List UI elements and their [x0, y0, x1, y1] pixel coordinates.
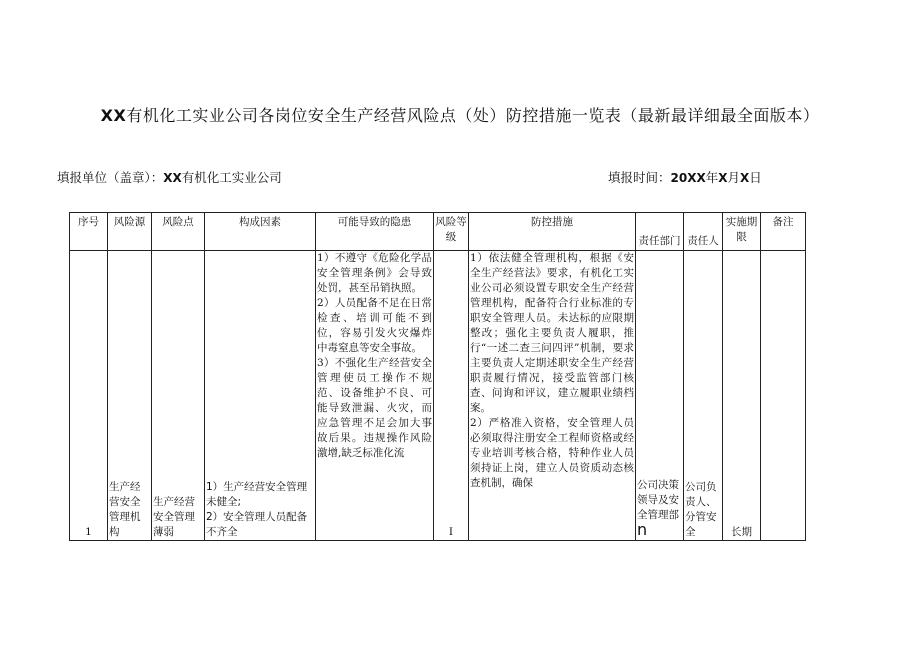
- table-row: [70, 251, 806, 541]
- fill-time: [608, 168, 762, 186]
- cell-risk-level: I: [434, 251, 469, 541]
- hazard-item: 1）不遵守《危险化学品安全管理条例》会导致处罚，甚至吊销执照。: [317, 252, 432, 294]
- header-risk-point: 风险点: [152, 213, 205, 251]
- title-prefix: XX: [100, 106, 127, 125]
- fill-time-day: X: [740, 171, 750, 185]
- fill-unit-label: 填报单位（盖章）：: [57, 170, 164, 185]
- header-risk-source: 风险源: [108, 213, 152, 251]
- header-period: 实施期限: [723, 213, 761, 251]
- fill-time-day-char: 日: [749, 170, 762, 185]
- header-person: 责任人: [684, 213, 723, 251]
- hazard-item: 2）人员配备不足在日常检查、培训可能不到位，容易引发火灾爆炸中毒窒息等安全事故。: [317, 297, 432, 354]
- header-dept: 责任部门: [636, 213, 684, 251]
- table-header-row: [70, 213, 806, 251]
- measure-item: 1）依法健全管理机构，根据《安全生产经营法》要求，有机化工实业公司必须设置专职安全生产经营管理机构，配备符合行业标准的专职安全管理人员。未达标的应限期整改；强化主要负责人履职，推行“一述二查三问四评”机制，要求主要负责人定期述职安全生产经营职责履行情况，接受监管部门核查、问询和评议，建立履职业绩档案。: [470, 252, 634, 414]
- fill-time-month-char: 月: [727, 170, 741, 185]
- cell-measures: [469, 251, 636, 541]
- hazard-item: 3）不强化生产经营安全管理使员工操作不规范、设备维护不良、可能导致泄漏、火灾，而应急管理不足会加大事故后果。违规操作风险激增,缺乏标准化流: [317, 357, 432, 459]
- measure-item: 2）严格准入资格，安全管理人员必须取得注册安全工程师资格或经专业培训考核合格，特种作业人员须持证上岗，建立人员资质动态核查机制，确保: [470, 417, 634, 489]
- fill-unit-name: 有机化工实业公司: [181, 170, 282, 185]
- cell-dept: [636, 251, 684, 541]
- factor-item: 2）安全管理人员配备不齐全: [206, 511, 308, 538]
- header-factors: 构成因素: [205, 213, 316, 251]
- header-risk-level: 风险等级: [434, 213, 469, 251]
- cell-period: 长期: [723, 251, 761, 541]
- cell-seq: 1: [70, 251, 108, 541]
- fill-time-month: X: [718, 171, 728, 185]
- fill-time-year-char: 年: [705, 170, 719, 185]
- header-measures: 防控措施: [469, 213, 636, 251]
- header-hazards: 可能导致的隐患: [316, 213, 434, 251]
- cell-risk-point: 生产经营安全管理薄弱: [152, 251, 205, 541]
- fill-time-year: 20XX: [670, 171, 706, 185]
- cell-hazards: [316, 251, 434, 541]
- cell-person: 公司负责人、分管安全: [684, 251, 723, 541]
- cell-risk-source: 生产经营安全管理机构: [108, 251, 152, 541]
- dept-text: 公司决策领导及安全管理部: [637, 479, 679, 521]
- header-remarks: 备注: [761, 213, 806, 251]
- factor-item: 1）生产经营安全管理未健全;: [206, 481, 308, 508]
- risk-table: [69, 212, 806, 541]
- cell-factors: [205, 251, 316, 541]
- page-title: [0, 103, 920, 126]
- dept-tail: n: [637, 520, 648, 539]
- title-text: 有机化工实业公司各岗位安全生产经营风险点（处）防控措施一览表（最新最详细最全面版本）: [126, 106, 820, 125]
- fill-time-label: 填报时间：: [608, 170, 671, 185]
- fill-unit-prefix: XX: [163, 171, 182, 185]
- fill-unit: [57, 168, 282, 186]
- cell-remarks: [761, 251, 806, 541]
- header-seq: 序号: [70, 213, 108, 251]
